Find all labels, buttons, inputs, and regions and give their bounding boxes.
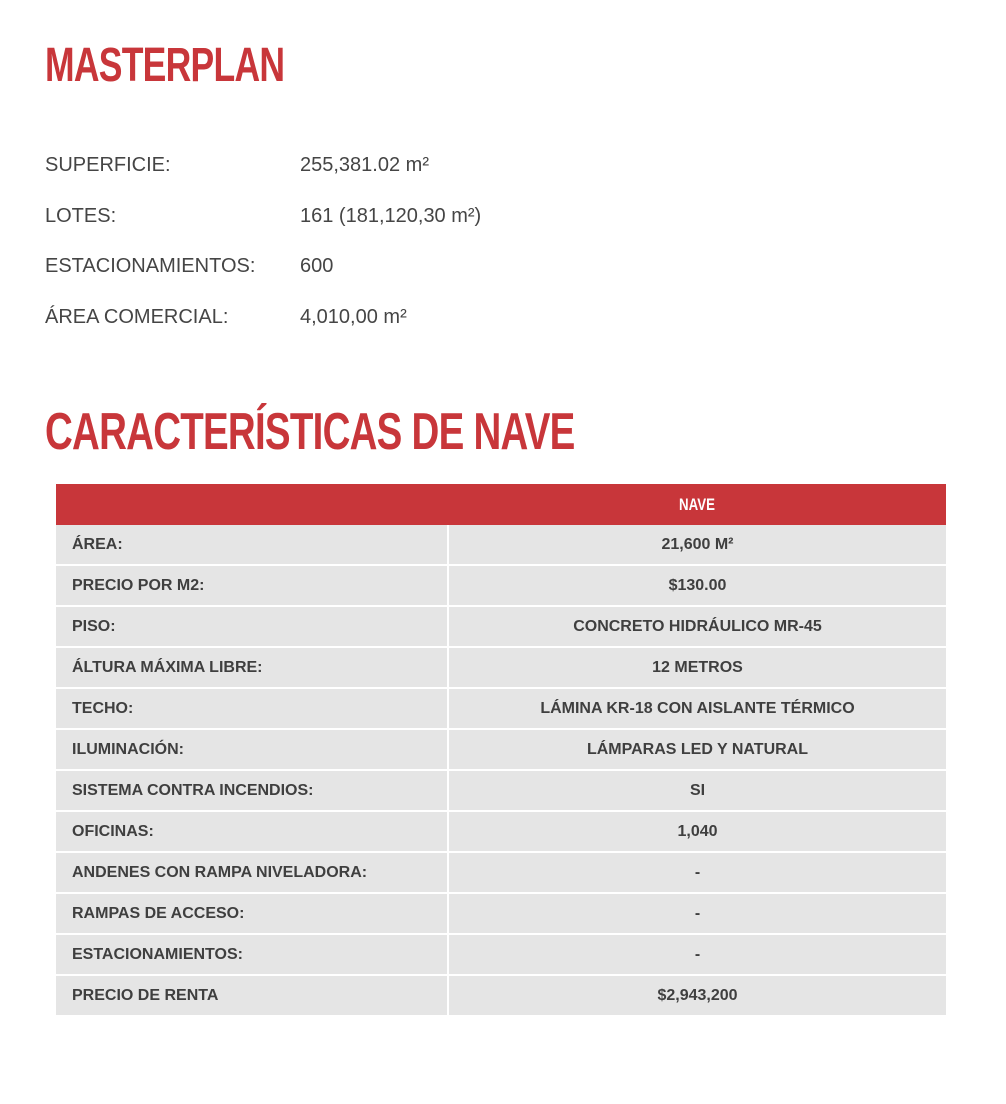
spec-row-area-comercial bbox=[45, 306, 481, 357]
row-value: LÁMINA KR-18 CON AISLANTE TÉRMICO bbox=[448, 688, 946, 729]
row-value: - bbox=[448, 893, 946, 934]
row-label: ESTACIONAMIENTOS: bbox=[56, 934, 448, 975]
row-label: SISTEMA CONTRA INCENDIOS: bbox=[56, 770, 448, 811]
spec-value: 255,381.02 m² bbox=[300, 154, 429, 176]
table-header-row bbox=[56, 484, 946, 525]
table-row bbox=[56, 811, 946, 852]
row-label: ILUMINACIÓN: bbox=[56, 729, 448, 770]
row-value: 12 METROS bbox=[448, 647, 946, 688]
spec-label: SUPERFICIE: bbox=[45, 154, 171, 176]
row-value: CONCRETO HIDRÁULICO MR-45 bbox=[448, 606, 946, 647]
row-value: LÁMPARAS LED Y NATURAL bbox=[448, 729, 946, 770]
table-header-label bbox=[56, 484, 448, 525]
table-row bbox=[56, 565, 946, 606]
spec-value: 600 bbox=[300, 255, 334, 277]
spec-row-estacionamientos bbox=[45, 255, 481, 306]
masterplan-title: MASTERPLAN bbox=[45, 39, 285, 92]
row-label: PRECIO POR M2: bbox=[56, 565, 448, 606]
row-value: $130.00 bbox=[448, 565, 946, 606]
row-label: PISO: bbox=[56, 606, 448, 647]
spec-label: ESTACIONAMIENTOS: bbox=[45, 255, 256, 277]
table-row bbox=[56, 647, 946, 688]
row-value: 21,600 M² bbox=[448, 525, 946, 565]
table-row bbox=[56, 606, 946, 647]
row-label: RAMPAS DE ACCESO: bbox=[56, 893, 448, 934]
table-row bbox=[56, 770, 946, 811]
spec-row-superficie bbox=[45, 154, 481, 205]
spec-value: 161 (181,120,30 m²) bbox=[300, 204, 482, 227]
row-value: - bbox=[448, 852, 946, 893]
row-label: ÁLTURA MÁXIMA LIBRE: bbox=[56, 647, 448, 688]
spec-label: ÁREA COMERCIAL: bbox=[45, 305, 229, 328]
table-row bbox=[56, 852, 946, 893]
table-row bbox=[56, 893, 946, 934]
table-header-value bbox=[448, 484, 946, 525]
table-row bbox=[56, 975, 946, 1016]
table-row bbox=[56, 934, 946, 975]
spec-value: 4,010,00 m² bbox=[300, 305, 407, 328]
table-row bbox=[56, 525, 946, 565]
spec-row-lotes bbox=[45, 205, 481, 256]
table-header-value-text: NAVE bbox=[679, 494, 715, 514]
table-row bbox=[56, 688, 946, 729]
row-label: OFICINAS: bbox=[56, 811, 448, 852]
row-label: ÁREA: bbox=[56, 525, 448, 565]
spec-label: LOTES: bbox=[45, 204, 117, 227]
row-value: 1,040 bbox=[448, 811, 946, 852]
row-value: $2,943,200 bbox=[448, 975, 946, 1016]
row-value: - bbox=[448, 934, 946, 975]
row-value: SI bbox=[448, 770, 946, 811]
row-label: PRECIO DE RENTA bbox=[56, 975, 448, 1016]
nave-title: CARACTERÍSTICAS DE NAVE bbox=[45, 403, 575, 461]
row-label: TECHO: bbox=[56, 688, 448, 729]
masterplan-specs bbox=[45, 154, 481, 356]
row-label: ANDENES CON RAMPA NIVELADORA: bbox=[56, 852, 448, 893]
table-row bbox=[56, 729, 946, 770]
nave-features-table bbox=[56, 484, 946, 1017]
